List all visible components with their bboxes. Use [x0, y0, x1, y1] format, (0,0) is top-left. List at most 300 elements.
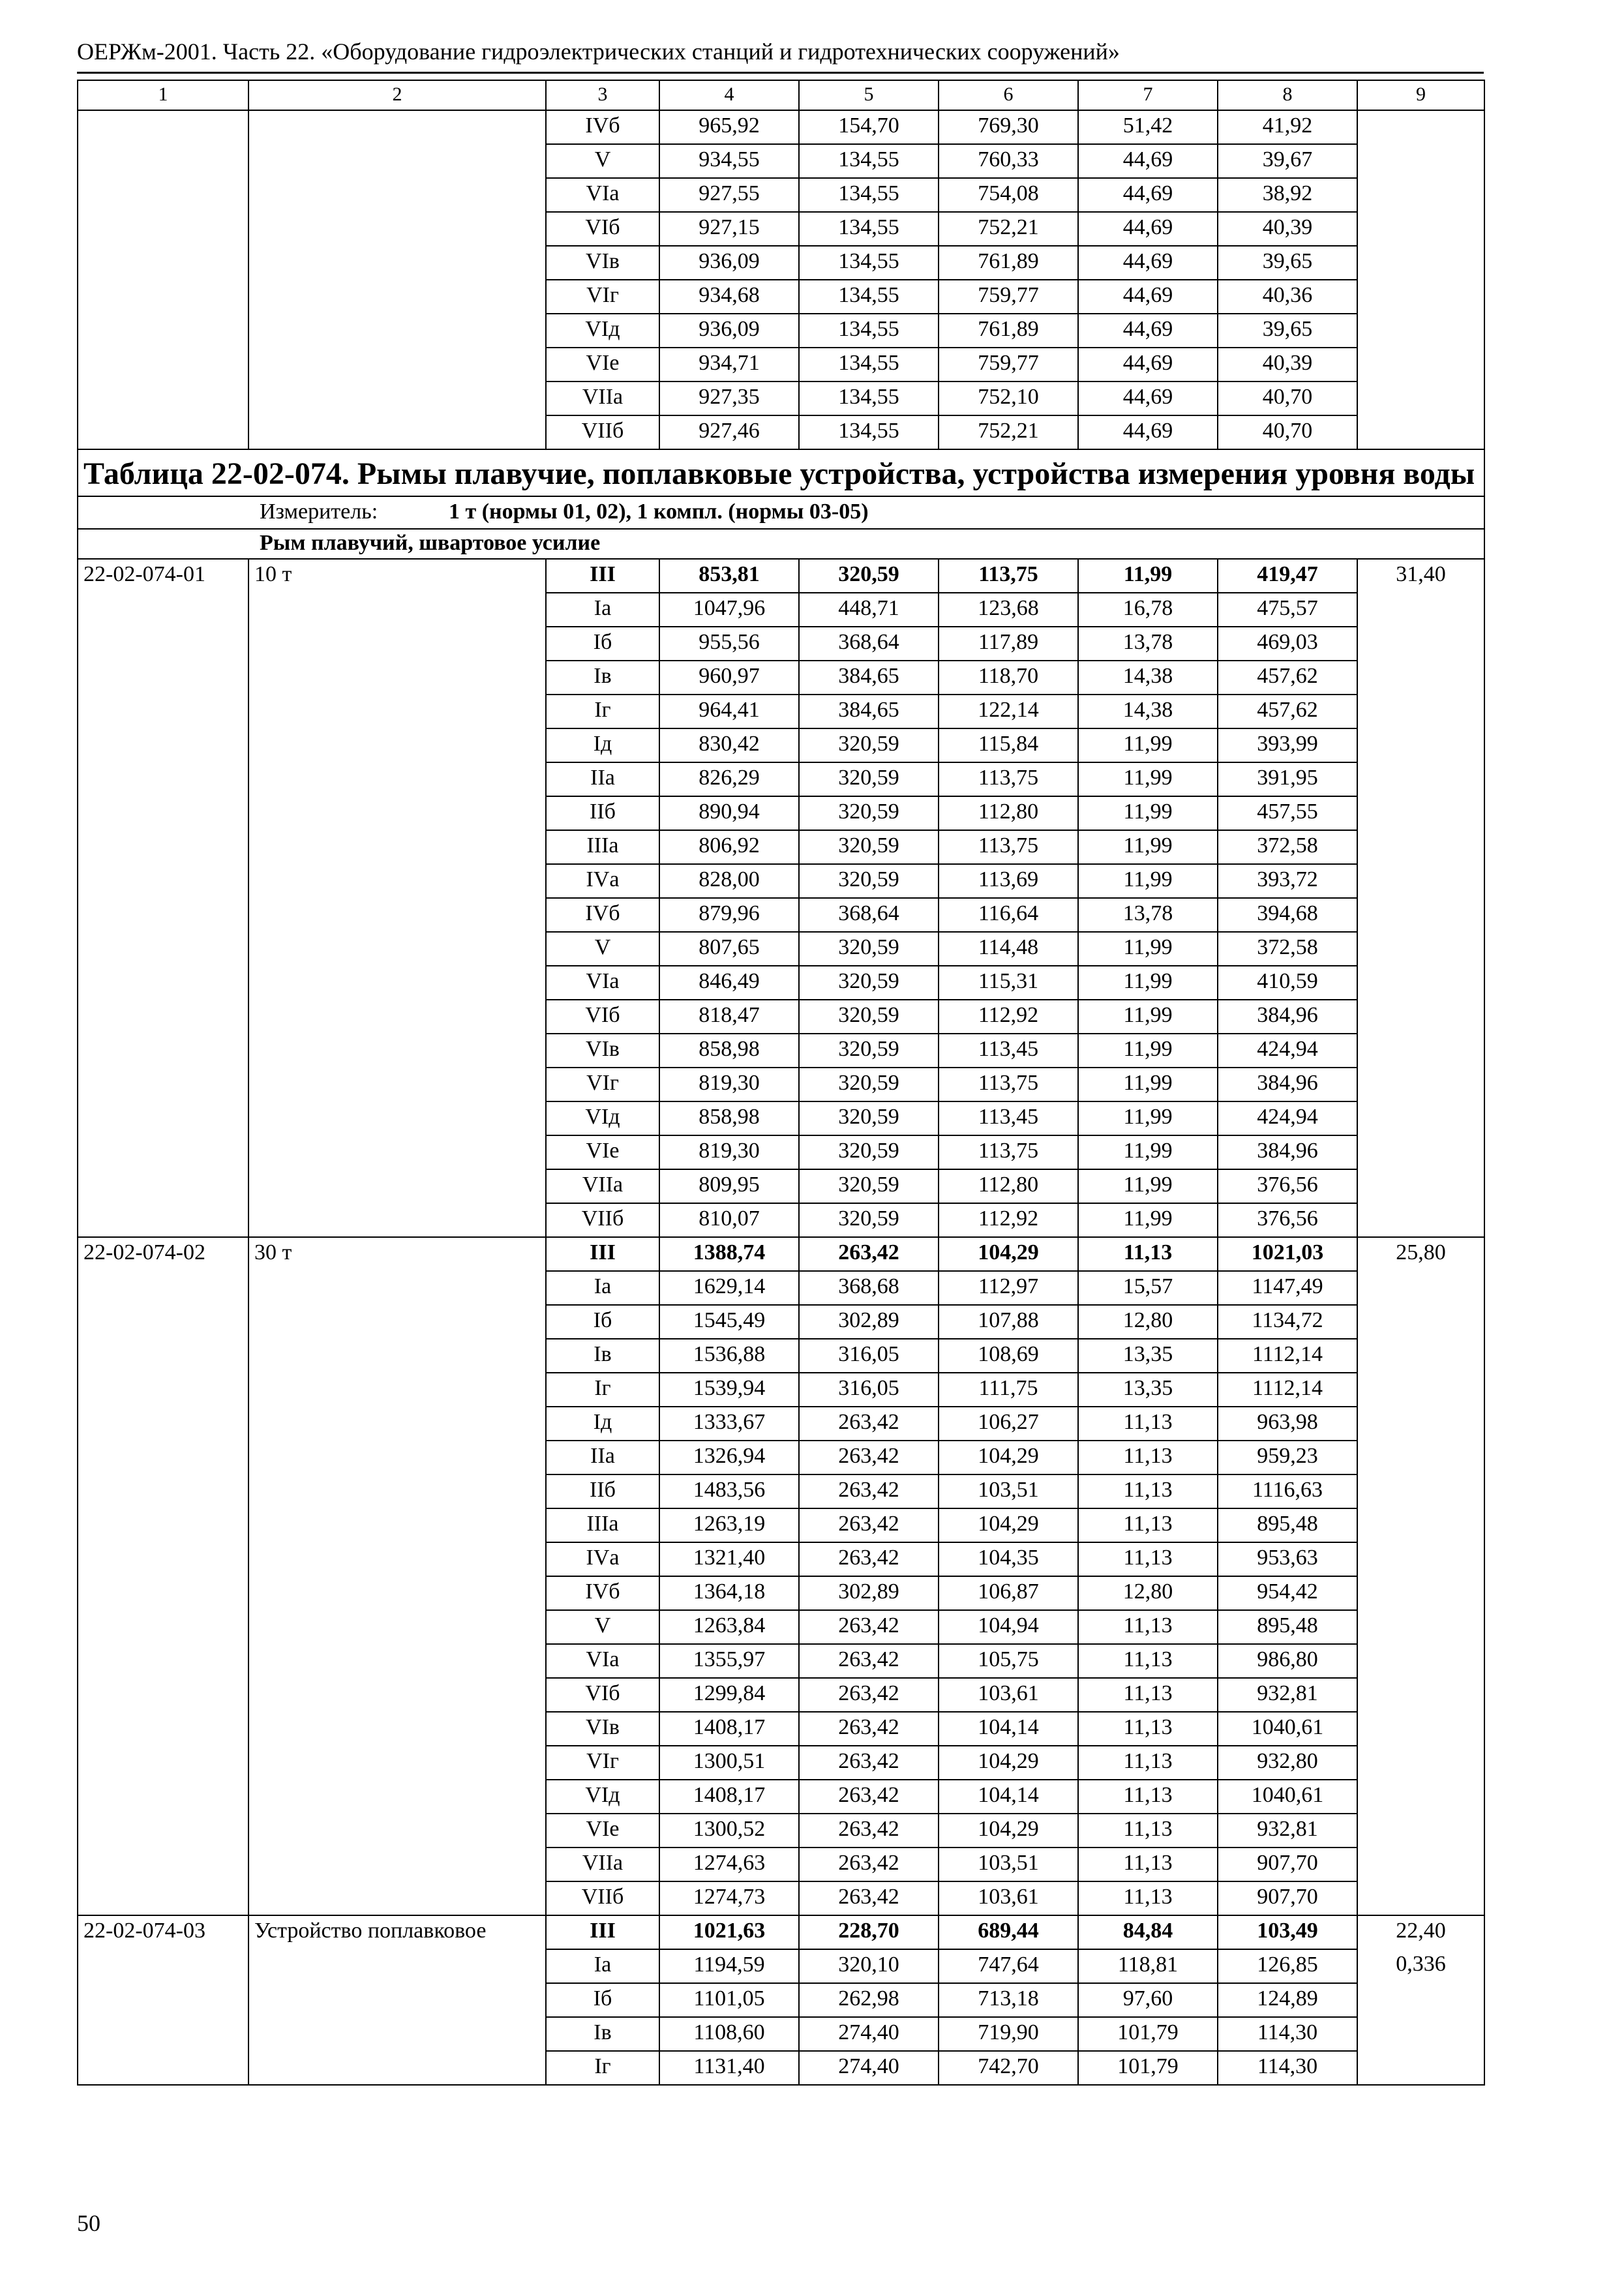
value-cell: 134,55 — [799, 382, 939, 415]
value-cell: 104,29 — [939, 1237, 1078, 1271]
region-cell: VIIб — [546, 1203, 659, 1237]
table-row — [78, 1610, 1484, 1644]
value-cell: 1274,73 — [659, 1881, 799, 1915]
value-cell: 11,13 — [1078, 1508, 1218, 1542]
table-row — [78, 246, 1484, 280]
table-row — [78, 593, 1484, 627]
value-cell: 316,05 — [799, 1373, 939, 1407]
name-cell — [248, 1305, 546, 1339]
value-cell: 320,59 — [799, 728, 939, 762]
header-rule — [77, 72, 1484, 74]
value-cell: 964,41 — [659, 695, 799, 728]
code-cell — [78, 1780, 248, 1814]
value-cell: 113,75 — [939, 559, 1078, 593]
value-cell: 830,42 — [659, 728, 799, 762]
extra-cell — [1357, 415, 1484, 449]
value-cell: 1040,61 — [1218, 1712, 1357, 1746]
name-cell — [248, 864, 546, 898]
table-row — [78, 178, 1484, 212]
value-cell: 39,65 — [1218, 246, 1357, 280]
value-cell: 113,45 — [939, 1034, 1078, 1068]
code-cell — [78, 830, 248, 864]
value-cell: 263,42 — [799, 1542, 939, 1576]
value-cell: 14,38 — [1078, 695, 1218, 728]
value-cell: 104,94 — [939, 1610, 1078, 1644]
extra-cell — [1357, 1780, 1484, 1814]
region-cell: IVа — [546, 864, 659, 898]
extra-cell — [1357, 695, 1484, 728]
value-cell: 934,55 — [659, 144, 799, 178]
extra-cell — [1357, 1135, 1484, 1169]
extra-cell — [1357, 1169, 1484, 1203]
value-cell: 927,15 — [659, 212, 799, 246]
value-cell: 134,55 — [799, 348, 939, 382]
region-cell: VIб — [546, 1678, 659, 1712]
value-cell: 263,42 — [799, 1474, 939, 1508]
value-cell: 368,64 — [799, 627, 939, 661]
value-cell: 1134,72 — [1218, 1305, 1357, 1339]
value-cell: 11,13 — [1078, 1237, 1218, 1271]
value-cell: 13,78 — [1078, 627, 1218, 661]
code-cell — [78, 695, 248, 728]
value-cell: 895,48 — [1218, 1610, 1357, 1644]
value-cell: 103,49 — [1218, 1915, 1357, 1949]
region-cell: VIе — [546, 1135, 659, 1169]
value-cell: 11,13 — [1078, 1814, 1218, 1848]
value-cell: 469,03 — [1218, 627, 1357, 661]
measure-row — [78, 496, 1484, 529]
value-cell: 384,96 — [1218, 1068, 1357, 1101]
code-cell — [78, 1678, 248, 1712]
value-cell: 934,71 — [659, 348, 799, 382]
code-cell — [78, 280, 248, 314]
name-cell — [248, 1949, 546, 1983]
value-cell: 959,23 — [1218, 1441, 1357, 1474]
value-cell: 747,64 — [939, 1949, 1078, 1983]
extra-cell — [1357, 1000, 1484, 1034]
value-cell: 104,29 — [939, 1508, 1078, 1542]
value-cell: 320,59 — [799, 932, 939, 966]
value-cell: 11,13 — [1078, 1441, 1218, 1474]
value-cell: 11,13 — [1078, 1712, 1218, 1746]
table-row — [78, 1441, 1484, 1474]
value-cell: 44,69 — [1078, 382, 1218, 415]
name-cell — [248, 1441, 546, 1474]
table-row — [78, 1746, 1484, 1780]
value-cell: 320,59 — [799, 1068, 939, 1101]
region-cell: III — [546, 1915, 659, 1949]
value-cell: 457,55 — [1218, 796, 1357, 830]
region-cell: VIе — [546, 348, 659, 382]
value-cell: 44,69 — [1078, 246, 1218, 280]
value-cell: 114,30 — [1218, 2051, 1357, 2085]
value-cell: 113,75 — [939, 1135, 1078, 1169]
subheading-row — [78, 529, 1484, 559]
value-cell: 263,42 — [799, 1610, 939, 1644]
code-cell — [78, 212, 248, 246]
table-title-row — [78, 449, 1484, 496]
table-row — [78, 348, 1484, 382]
extra-cell — [1357, 1881, 1484, 1915]
table-row — [78, 1644, 1484, 1678]
name-cell — [248, 1101, 546, 1135]
region-cell: IVб — [546, 1576, 659, 1610]
value-cell: 1263,19 — [659, 1508, 799, 1542]
value-cell: 108,69 — [939, 1339, 1078, 1373]
value-cell: 263,42 — [799, 1237, 939, 1271]
table-row — [78, 1271, 1484, 1305]
value-cell: 320,59 — [799, 966, 939, 1000]
value-cell: 114,48 — [939, 932, 1078, 966]
extra-cell: 25,80 — [1357, 1237, 1484, 1271]
code-cell — [78, 1542, 248, 1576]
value-cell: 274,40 — [799, 2017, 939, 2051]
value-cell: 457,62 — [1218, 661, 1357, 695]
name-cell — [248, 1271, 546, 1305]
region-cell: Iг — [546, 2051, 659, 2085]
name-cell — [248, 1712, 546, 1746]
code-cell — [78, 1000, 248, 1034]
value-cell: 262,98 — [799, 1983, 939, 2017]
region-cell: VIа — [546, 1644, 659, 1678]
extra-cell — [1357, 762, 1484, 796]
code-cell — [78, 1169, 248, 1203]
value-cell: 11,99 — [1078, 932, 1218, 966]
region-cell: VIа — [546, 966, 659, 1000]
value-cell: 103,51 — [939, 1848, 1078, 1881]
value-cell: 13,35 — [1078, 1339, 1218, 1373]
region-cell: IVб — [546, 898, 659, 932]
value-cell: 39,65 — [1218, 314, 1357, 348]
name-cell — [248, 1034, 546, 1068]
region-cell: III — [546, 1237, 659, 1271]
value-cell: 154,70 — [799, 110, 939, 144]
name-cell — [248, 1983, 546, 2017]
value-cell: 11,13 — [1078, 1610, 1218, 1644]
value-cell: 40,39 — [1218, 212, 1357, 246]
value-cell: 769,30 — [939, 110, 1078, 144]
value-cell: 819,30 — [659, 1135, 799, 1169]
measure-value: 1 т (нормы 01, 02), 1 компл. (нормы 03-05) — [449, 500, 869, 524]
value-cell: 263,42 — [799, 1746, 939, 1780]
table-row — [78, 212, 1484, 246]
region-cell: VIг — [546, 1068, 659, 1101]
value-cell: 1333,67 — [659, 1407, 799, 1441]
code-cell — [78, 246, 248, 280]
code-cell — [78, 1203, 248, 1237]
table-row — [78, 1135, 1484, 1169]
value-cell: 40,39 — [1218, 348, 1357, 382]
name-cell — [248, 830, 546, 864]
region-cell: IIIа — [546, 830, 659, 864]
value-cell: 51,42 — [1078, 110, 1218, 144]
table-row — [78, 932, 1484, 966]
value-cell: 826,29 — [659, 762, 799, 796]
code-cell — [78, 627, 248, 661]
extra-cell — [1357, 1542, 1484, 1576]
value-cell: 15,57 — [1078, 1271, 1218, 1305]
code-cell — [78, 314, 248, 348]
table-row — [78, 1101, 1484, 1135]
name-cell — [248, 1508, 546, 1542]
value-cell: 103,61 — [939, 1678, 1078, 1712]
name-cell — [248, 178, 546, 212]
name-cell — [248, 2017, 546, 2051]
value-cell: 475,57 — [1218, 593, 1357, 627]
column-number: 8 — [1218, 80, 1357, 110]
value-cell: 316,05 — [799, 1339, 939, 1373]
value-cell: 858,98 — [659, 1034, 799, 1068]
extra-cell — [1357, 627, 1484, 661]
value-cell: 104,14 — [939, 1780, 1078, 1814]
table-row — [78, 314, 1484, 348]
norm-code: 22-02-074-03 — [78, 1915, 248, 1949]
value-cell: 274,40 — [799, 2051, 939, 2085]
value-cell: 302,89 — [799, 1305, 939, 1339]
subheading-cell — [78, 529, 1484, 559]
value-cell: 263,42 — [799, 1644, 939, 1678]
value-cell: 12,80 — [1078, 1305, 1218, 1339]
region-cell: V — [546, 144, 659, 178]
value-cell: 44,69 — [1078, 212, 1218, 246]
value-cell: 376,56 — [1218, 1203, 1357, 1237]
extra-cell — [1357, 178, 1484, 212]
value-cell: 384,96 — [1218, 1135, 1357, 1169]
value-cell: 1300,52 — [659, 1814, 799, 1848]
value-cell: 1274,63 — [659, 1848, 799, 1881]
region-cell: Iб — [546, 1983, 659, 2017]
code-cell — [78, 1407, 248, 1441]
value-cell: 115,31 — [939, 966, 1078, 1000]
value-cell: 263,42 — [799, 1814, 939, 1848]
value-cell: 44,69 — [1078, 280, 1218, 314]
name-cell — [248, 280, 546, 314]
region-cell: VIд — [546, 314, 659, 348]
table-row — [78, 1305, 1484, 1339]
value-cell: 1408,17 — [659, 1712, 799, 1746]
name-cell — [248, 593, 546, 627]
table-row — [78, 1034, 1484, 1068]
table-row — [78, 559, 1484, 593]
value-cell: 11,99 — [1078, 1169, 1218, 1203]
value-cell: 101,79 — [1078, 2017, 1218, 2051]
value-cell: 44,69 — [1078, 314, 1218, 348]
extra-cell — [1357, 1203, 1484, 1237]
value-cell: 858,98 — [659, 1101, 799, 1135]
table-row — [78, 1000, 1484, 1034]
value-cell: 1263,84 — [659, 1610, 799, 1644]
value-cell: 101,79 — [1078, 2051, 1218, 2085]
value-cell: 320,59 — [799, 1135, 939, 1169]
value-cell: 11,13 — [1078, 1746, 1218, 1780]
table-row — [78, 1237, 1484, 1271]
column-number: 6 — [939, 80, 1078, 110]
code-cell — [78, 1746, 248, 1780]
value-cell: 960,97 — [659, 661, 799, 695]
region-cell: VIд — [546, 1780, 659, 1814]
table-row — [78, 830, 1484, 864]
extra-cell — [1357, 314, 1484, 348]
value-cell: 965,92 — [659, 110, 799, 144]
extra-cell — [1357, 1407, 1484, 1441]
table-row — [78, 898, 1484, 932]
value-cell: 368,64 — [799, 898, 939, 932]
value-cell: 895,48 — [1218, 1508, 1357, 1542]
extra-cell — [1357, 796, 1484, 830]
value-cell: 84,84 — [1078, 1915, 1218, 1949]
code-cell — [78, 110, 248, 144]
value-cell: 11,99 — [1078, 864, 1218, 898]
table-row — [78, 144, 1484, 178]
name-cell — [248, 1135, 546, 1169]
running-header: ОЕРЖм-2001. Часть 22. «Оборудование гидроэлектрических станций и гидротехнических сооружений» — [77, 38, 1120, 65]
name-cell — [248, 144, 546, 178]
value-cell: 457,62 — [1218, 695, 1357, 728]
code-cell — [78, 1034, 248, 1068]
region-cell: Iв — [546, 1339, 659, 1373]
extra-cell — [1357, 1034, 1484, 1068]
value-cell: 320,59 — [799, 1169, 939, 1203]
value-cell: 1047,96 — [659, 593, 799, 627]
table-row — [78, 2017, 1484, 2051]
value-cell: 932,81 — [1218, 1814, 1357, 1848]
value-cell: 11,13 — [1078, 1678, 1218, 1712]
value-cell: 742,70 — [939, 2051, 1078, 2085]
value-cell: 117,89 — [939, 627, 1078, 661]
value-cell: 932,81 — [1218, 1678, 1357, 1712]
extra-cell — [1357, 1644, 1484, 1678]
value-cell: 104,29 — [939, 1814, 1078, 1848]
table-row — [78, 1339, 1484, 1373]
extra-cell — [1357, 1373, 1484, 1407]
value-cell: 927,35 — [659, 382, 799, 415]
value-cell: 14,38 — [1078, 661, 1218, 695]
table-row — [78, 1508, 1484, 1542]
value-cell: 104,29 — [939, 1746, 1078, 1780]
value-cell: 134,55 — [799, 314, 939, 348]
table-row — [78, 864, 1484, 898]
code-cell — [78, 898, 248, 932]
value-cell: 11,99 — [1078, 1068, 1218, 1101]
table-title: Таблица 22-02-074. Рымы плавучие, поплавковые устройства, устройства измерения уровня воды — [78, 449, 1484, 496]
value-cell: 953,63 — [1218, 1542, 1357, 1576]
code-cell — [78, 1373, 248, 1407]
extra-cell — [1357, 1983, 1484, 2017]
value-cell: 320,59 — [799, 1101, 939, 1135]
name-cell — [248, 110, 546, 144]
value-cell: 134,55 — [799, 144, 939, 178]
code-cell — [78, 932, 248, 966]
value-cell: 40,36 — [1218, 280, 1357, 314]
region-cell: Iд — [546, 1407, 659, 1441]
code-cell — [78, 2017, 248, 2051]
value-cell: 115,84 — [939, 728, 1078, 762]
value-cell: 263,42 — [799, 1712, 939, 1746]
region-cell: VIб — [546, 212, 659, 246]
value-cell: 113,69 — [939, 864, 1078, 898]
value-cell: 320,59 — [799, 762, 939, 796]
table-row — [78, 1949, 1484, 1983]
value-cell: 112,80 — [939, 1169, 1078, 1203]
value-cell: 1539,94 — [659, 1373, 799, 1407]
value-cell: 106,87 — [939, 1576, 1078, 1610]
value-cell: 1326,94 — [659, 1441, 799, 1474]
value-cell: 107,88 — [939, 1305, 1078, 1339]
value-cell: 11,99 — [1078, 1034, 1218, 1068]
name-cell — [248, 1746, 546, 1780]
value-cell: 1021,03 — [1218, 1237, 1357, 1271]
value-cell: 13,35 — [1078, 1373, 1218, 1407]
table-row — [78, 1712, 1484, 1746]
region-cell: V — [546, 932, 659, 966]
extra-cell — [1357, 110, 1484, 144]
name-cell — [248, 246, 546, 280]
code-cell — [78, 1339, 248, 1373]
value-cell: 11,99 — [1078, 1000, 1218, 1034]
norm-code: 22-02-074-01 — [78, 559, 248, 593]
value-cell: 410,59 — [1218, 966, 1357, 1000]
code-cell — [78, 1983, 248, 2017]
value-cell: 320,59 — [799, 1000, 939, 1034]
name-cell — [248, 1474, 546, 1508]
value-cell: 11,13 — [1078, 1881, 1218, 1915]
region-cell: VIв — [546, 246, 659, 280]
value-cell: 44,69 — [1078, 144, 1218, 178]
value-cell: 809,95 — [659, 1169, 799, 1203]
region-cell: VIв — [546, 1712, 659, 1746]
column-number: 2 — [248, 80, 546, 110]
value-cell: 810,07 — [659, 1203, 799, 1237]
value-cell: 263,42 — [799, 1780, 939, 1814]
code-cell — [78, 1949, 248, 1983]
value-cell: 320,59 — [799, 1203, 939, 1237]
code-cell — [78, 1712, 248, 1746]
code-cell — [78, 1135, 248, 1169]
column-number: 9 — [1357, 80, 1484, 110]
value-cell: 320,59 — [799, 796, 939, 830]
value-cell: 122,14 — [939, 695, 1078, 728]
value-cell: 819,30 — [659, 1068, 799, 1101]
norms-table — [77, 80, 1485, 2086]
value-cell: 391,95 — [1218, 762, 1357, 796]
extra-cell — [1357, 1848, 1484, 1881]
name-cell — [248, 382, 546, 415]
value-cell: 384,65 — [799, 695, 939, 728]
name-cell — [248, 728, 546, 762]
table-row — [78, 1169, 1484, 1203]
value-cell: 1101,05 — [659, 1983, 799, 2017]
value-cell: 302,89 — [799, 1576, 939, 1610]
value-cell: 126,85 — [1218, 1949, 1357, 1983]
value-cell: 1321,40 — [659, 1542, 799, 1576]
norm-code: 22-02-074-02 — [78, 1237, 248, 1271]
value-cell: 372,58 — [1218, 932, 1357, 966]
region-cell: VIIа — [546, 1848, 659, 1881]
name-cell — [248, 1780, 546, 1814]
code-cell — [78, 1068, 248, 1101]
value-cell: 124,89 — [1218, 1983, 1357, 2017]
table-row — [78, 695, 1484, 728]
table-row — [78, 1576, 1484, 1610]
value-cell: 807,65 — [659, 932, 799, 966]
name-cell — [248, 966, 546, 1000]
value-cell: 393,99 — [1218, 728, 1357, 762]
code-cell — [78, 382, 248, 415]
value-cell: 376,56 — [1218, 1169, 1357, 1203]
extra-cell — [1357, 728, 1484, 762]
value-cell: 1536,88 — [659, 1339, 799, 1373]
value-cell: 103,61 — [939, 1881, 1078, 1915]
